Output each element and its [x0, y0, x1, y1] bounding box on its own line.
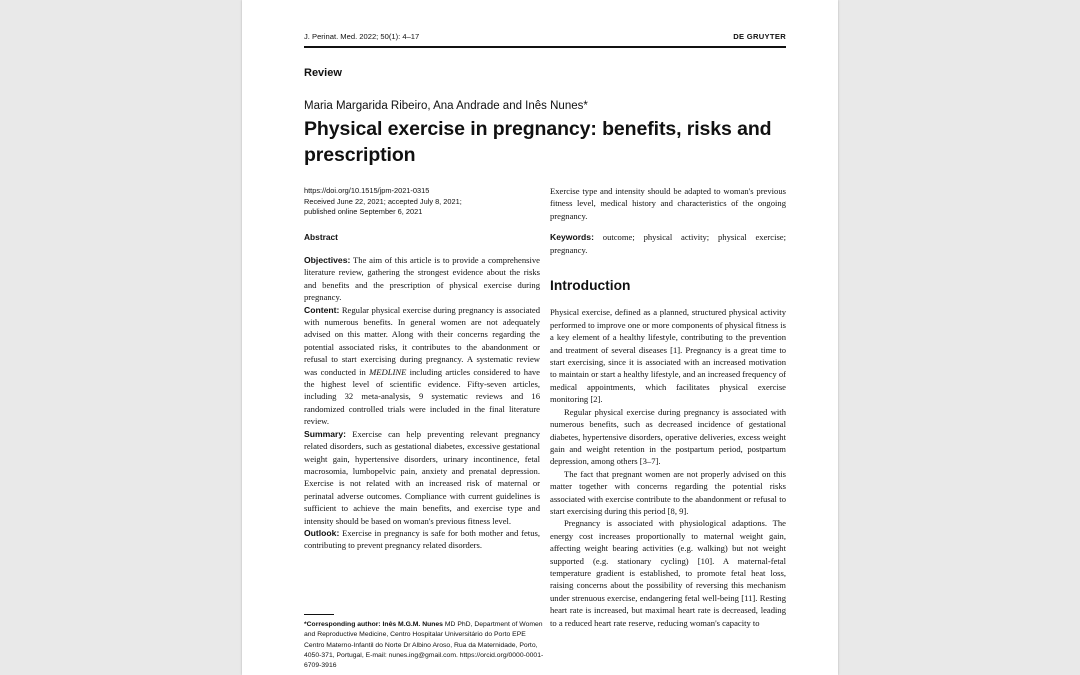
doi-link[interactable]: https://doi.org/10.1515/jpm-2021-0315	[304, 186, 430, 195]
abstract-heading: Abstract	[304, 232, 338, 242]
intro-paragraph-4: Pregnancy is associated with physiological adaptions. The energy cost increases proportionally to maternal weight gain, affecting weight bearing activities (e.g. walking) but not weight supported (e.g. stationary cycling) [10]. A maternal-fetal temperature gradient is established, to promote fetal heat loss, raising concerns about the possibility of reversing this mechanism under strenuous exercise, endangering fetal well-being [11]. Resting heart rate is increased, but maximal heart rate is decreased, leading to a reduced heart rate reserve, reducing woman's capacity to	[550, 518, 786, 628]
content-medline: MEDLINE	[369, 366, 407, 377]
abstract-column	[304, 254, 540, 552]
intro-paragraph-3: The fact that pregnant women are not properly advised on this matter together with concerns regarding the potential risks associated with exercise contribute to the abandonment or refusal to start exercising during this period [8, 9].	[550, 468, 786, 516]
footnote-text: MD PhD, Department of Women and Reproductive Medicine, Centro Hospitalar Universitário do Porto EPE Centro Materno-Infantil do Norte Dr Albino Aroso, Rua da Maternidade, Porto, 4050-371, Portugal, E-mail: nunes.ing@gmail.com. https://orcid.org/0000-0001-6709-3916	[304, 621, 544, 670]
objectives-label: Objectives:	[304, 255, 351, 265]
summary-label: Summary:	[304, 428, 347, 439]
intro-paragraph-1: Physical exercise, defined as a planned, structured physical activity performed to improve one or more components of physical fitness is a key element of a healthy lifestyle, contributing to the prevention and treatment of several diseases [1]. Pregnancy is a great time to start exercising, since it is associated with an increased motivation to maintain or start a healthy lifestyle, and an increased frequency of medical appointments, which facilitates physical exercise monitoring [2].	[550, 307, 786, 405]
abstract-content	[304, 304, 540, 428]
content-text-1: Regular physical exercise during pregnancy is associated with numerous benefits. In general women are not adequately advised on this matter. Along with their concerns regarding the potential associated risks, it contributes to the abandonment or refusal to start exercising during pregnancy. A systematic review was conducted in	[304, 304, 541, 377]
content-text-2: including articles considered to have the highest level of scientific evidence. Fifty-seven articles, including 32 meta-analysis, 9 systematic reviews and 16 randomized controlled trials were included in the final literature review.	[304, 366, 540, 427]
outlook-label: Outlook:	[304, 527, 340, 538]
outlook-text: Exercise in pregnancy is safe for both mother and fetus, contributing to prevent pregnancy related disorders.	[304, 527, 540, 551]
right-column	[550, 185, 786, 629]
article-title: Physical exercise in pregnancy: benefits, risks and prescription	[304, 118, 772, 166]
content-label: Content:	[304, 304, 340, 315]
abstract-outlook	[304, 527, 540, 552]
publisher-name: DE GRUYTER	[733, 32, 786, 41]
abstract-summary	[304, 428, 540, 527]
footnote-rule	[304, 614, 334, 615]
footnote-label: *Corresponding author: Inês M.G.M. Nunes	[304, 621, 443, 628]
article-type: Review	[304, 67, 342, 79]
header-rule	[304, 46, 786, 48]
published-date: published online September 6, 2021	[304, 207, 423, 216]
introduction-heading: Introduction	[550, 278, 631, 294]
corresponding-author-footnote	[304, 620, 544, 671]
keywords-text: outcome; physical activity; physical exercise; pregnancy.	[550, 232, 786, 255]
abstract-objectives	[304, 254, 540, 304]
keywords	[550, 231, 786, 256]
keywords-label: Keywords:	[550, 232, 594, 243]
author-list: Maria Margarida Ribeiro, Ana Andrade and Inês Nunes*	[304, 100, 588, 112]
abstract-continuation: Exercise type and intensity should be adapted to woman's previous fitness level, medical history and characteristics of the ongoing pregnancy.	[550, 186, 786, 221]
pdf-page	[242, 0, 838, 675]
summary-text: Exercise can help preventing relevant pregnancy related disorders, such as gestational diabetes, excessive gestational weight gain, hypertensive disorders, urinary incontinence, fetal macrosomia, lumbopelvic pain, anxiety and prenatal depression. Exercise is not related with an increased risk of maternal or perinatal adverse outcomes. Compliance with current guidelines is sufficient to achieve the main benefits, and exercise type and intensity should be based on woman's previous fitness level.	[304, 428, 540, 526]
objectives-text: The aim of this article is to provide a comprehensive literature review, gathering the strongest evidence about the risks and benefits and the prescription of physical exercise during pregnancy.	[304, 255, 540, 303]
intro-paragraph-2: Regular physical exercise during pregnancy is associated with numerous benefits, such as decreased incidence of gestational diabetes, hypertensive disorders, operative deliveries, excess weight gain and weight retention in the postpartum period, postpartum depression, among others [3–7].	[550, 406, 786, 467]
received-dates: Received June 22, 2021; accepted July 8, 2021;	[304, 196, 462, 206]
journal-reference: J. Perinat. Med. 2022; 50(1): 4–17	[304, 32, 420, 41]
article-metadata	[304, 186, 462, 218]
